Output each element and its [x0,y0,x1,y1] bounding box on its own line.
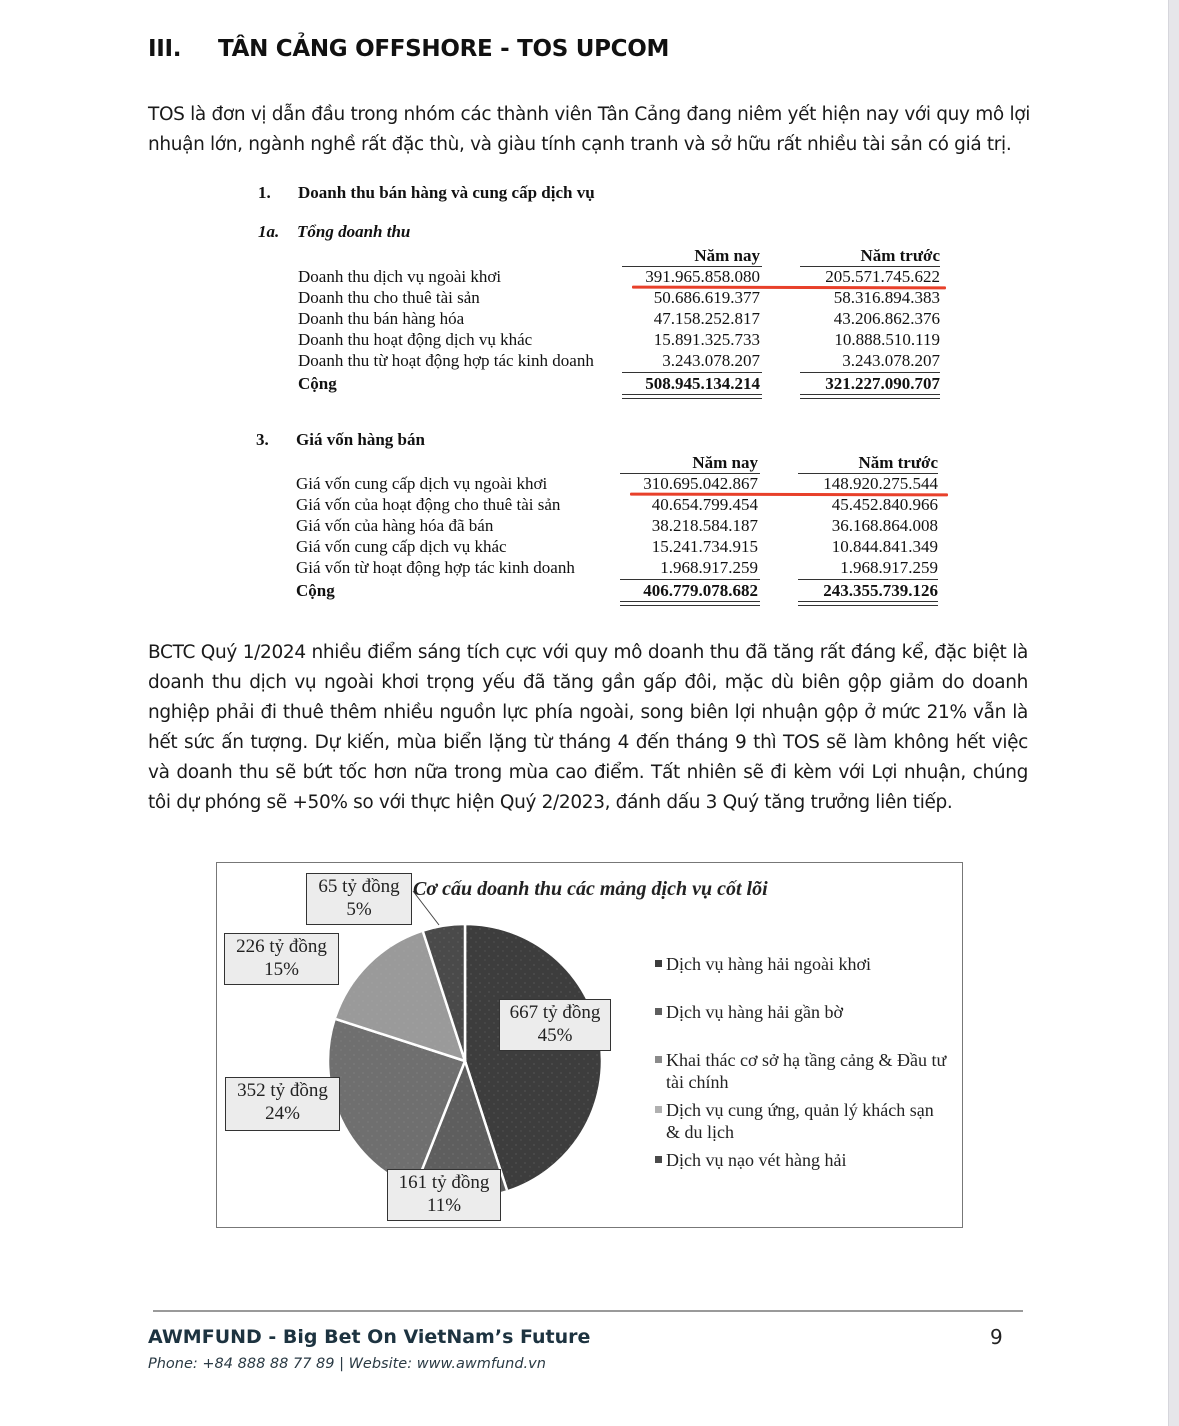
row-current: 1.968.917.259 [660,558,758,577]
row-label: Giá vốn của hoạt động cho thuê tài sản [296,495,561,514]
row-previous: 148.920.275.544 [823,474,938,493]
legend-label: Dịch vụ hàng hải gần bờ [666,1002,843,1022]
total-previous: 321.227.090.707 [825,374,940,393]
table-row [296,494,946,515]
row-current: 15.241.734.915 [651,537,758,556]
row-current: 50.686.619.377 [653,288,760,307]
table-row [296,536,946,557]
cogs-header-row [296,452,946,473]
col-previous-header: Năm trước [860,246,940,265]
label-percent: 24% [265,1103,300,1124]
intro-paragraph: TOS là đơn vị dẫn đầu trong nhóm các thành viên Tân Cảng đang niêm yết hiện nay với quy mô lợi nhuận lớn, ngành nghề rất đặc thù, và giàu tính cạnh tranh và sở hữu rất nhiều tài sản có giá trị. [148,104,1030,155]
total-double-line [622,394,762,399]
total-current: 406.779.078.682 [643,581,758,600]
row-previous: 3.243.078.207 [842,351,940,370]
row-previous: 43.206.862.376 [833,309,940,328]
row-previous: 205.571.745.622 [825,267,940,286]
label-percent: 11% [426,1195,462,1216]
revenue-header-row [298,245,948,266]
data-label-nearshore [387,1169,501,1221]
label-amount: 352 tỷ đồng [237,1080,328,1101]
footer-title: AWMFUND - Big Bet On VietNam’s Future [148,1326,591,1348]
table-row [298,308,948,329]
row-label: Giá vốn từ hoạt động hợp tác kinh doanh [296,558,575,577]
pie-texture [328,924,602,1198]
legend-swatch-icon [655,1008,662,1015]
row-current: 310.695.042.867 [643,474,758,493]
row-previous: 1.968.917.259 [840,558,938,577]
data-label-offshore [499,999,611,1051]
total-label: Cộng [298,374,337,393]
table-row [298,287,948,308]
revenue-heading-number: 1. [258,183,271,202]
page-edge [1168,0,1179,1426]
chart-title: Cơ cấu doanh thu các mảng dịch vụ cốt lõi [413,878,768,900]
row-current: 3.243.078.207 [662,351,760,370]
legend-swatch-icon [655,1056,662,1063]
row-label: Doanh thu bán hàng hóa [298,309,465,328]
total-double-line [620,601,760,606]
cogs-table [296,452,946,612]
col-current-header: Năm nay [694,246,760,265]
total-double-line [800,394,940,399]
table-total-row [298,373,948,394]
revenue-structure-chart [216,862,963,1228]
row-current: 15.891.325.733 [653,330,760,349]
row-current: 391.965.858.080 [645,267,760,286]
row-label: Giá vốn cung cấp dịch vụ ngoài khơi [296,474,548,493]
legend-label: Dịch vụ nạo vét hàng hải [666,1150,847,1170]
row-label: Doanh thu từ hoạt động hợp tác kinh doanh [298,351,594,370]
label-percent: 15% [264,959,299,980]
legend-swatch-icon [655,1156,662,1163]
row-current: 38.218.584.187 [651,516,758,535]
total-current: 508.945.134.214 [645,374,760,393]
row-label: Doanh thu cho thuê tài sản [298,288,480,307]
row-previous: 36.168.864.008 [831,516,938,535]
row-label: Doanh thu dịch vụ ngoài khơi [298,267,502,286]
data-label-dredging [306,873,412,925]
table-total-row [296,580,946,601]
row-previous: 58.316.894.383 [833,288,940,307]
col-previous-header: Năm trước [858,453,938,472]
row-previous: 10.844.841.349 [831,537,938,556]
revenue-heading: Doanh thu bán hàng và cung cấp dịch vụ [298,183,595,202]
table-row [298,350,948,371]
label-percent: 5% [346,899,372,920]
footer-divider [153,1310,1023,1312]
legend-label: Khai thác cơ sở hạ tầng cảng & Đầu tư tài chính [666,1050,947,1092]
row-previous: 45.452.840.966 [831,495,938,514]
revenue-subheading: Tổng doanh thu [297,222,411,241]
table-row [298,329,948,350]
analysis-paragraph: BCTC Quý 1/2024 nhiều điểm sáng tích cực với quy mô doanh thu đã tăng rất đáng kể, đặc biệt là doanh thu dịch vụ ngoài khơi trọng yếu đã tăng gần gấp đôi, mặc dù biên gộp giảm do doanh nghiệp phải đi thuê thêm nhiều nguồn lực phía ngoài, song biên lợi nhuận gộp ở mức 21% vẫn là hết sức ấn tượng. Dự kiến, mùa biển lặng từ tháng 4 đến tháng 9 thì TOS sẽ làm không hết việc và doanh thu sẽ bứt tốc hơn nữa trong mùa cao điểm. Tất nhiên sẽ đi kèm với Lợi nhuận, chúng tôi dự phóng sẽ +50% so với thực hiện Quý 2/2023, đánh dấu 3 Quý tăng trưởng liên tiếp. [148,642,1028,813]
table-row [296,557,946,578]
footer-contact: Phone: +84 888 88 77 89 | Website: www.awmfund.vn [148,1356,546,1372]
legend-label: Dịch vụ cung ứng, quản lý khách sạn & du lịch [666,1100,934,1142]
table-row [298,266,948,287]
data-label-port-infrastructure [225,1077,340,1131]
total-label: Cộng [296,581,335,600]
label-amount: 161 tỷ đồng [398,1172,490,1193]
page-number: 9 [990,1325,1003,1349]
legend-label: Dịch vụ hàng hải ngoài khơi [666,954,871,974]
total-previous: 243.355.739.126 [823,581,938,600]
row-previous: 10.888.510.119 [834,330,940,349]
row-label: Giá vốn của hàng hóa đã bán [296,516,494,535]
section-number: III. [148,36,182,62]
revenue-subheading-number: 1a. [258,222,280,241]
cogs-heading: Giá vốn hàng bán [296,430,425,449]
label-amount: 65 tỷ đồng [318,876,400,897]
label-amount: 667 tỷ đồng [509,1002,601,1023]
data-label-supply-hotel [224,933,339,985]
label-amount: 226 tỷ đồng [236,936,327,957]
row-label: Giá vốn cung cấp dịch vụ khác [296,537,507,556]
table-row [296,473,946,494]
legend-swatch-icon [655,1106,662,1113]
cogs-heading-number: 3. [256,430,269,449]
row-current: 47.158.252.817 [653,309,760,328]
section-title: TÂN CẢNG OFFSHORE - TOS UPCOM [218,36,670,62]
revenue-table [298,245,948,405]
table-row [296,515,946,536]
total-double-line [798,601,938,606]
legend-swatch-icon [655,960,662,967]
row-label: Doanh thu hoạt động dịch vụ khác [298,330,533,349]
label-percent: 45% [537,1025,573,1046]
row-current: 40.654.799.454 [651,495,758,514]
col-current-header: Năm nay [692,453,758,472]
